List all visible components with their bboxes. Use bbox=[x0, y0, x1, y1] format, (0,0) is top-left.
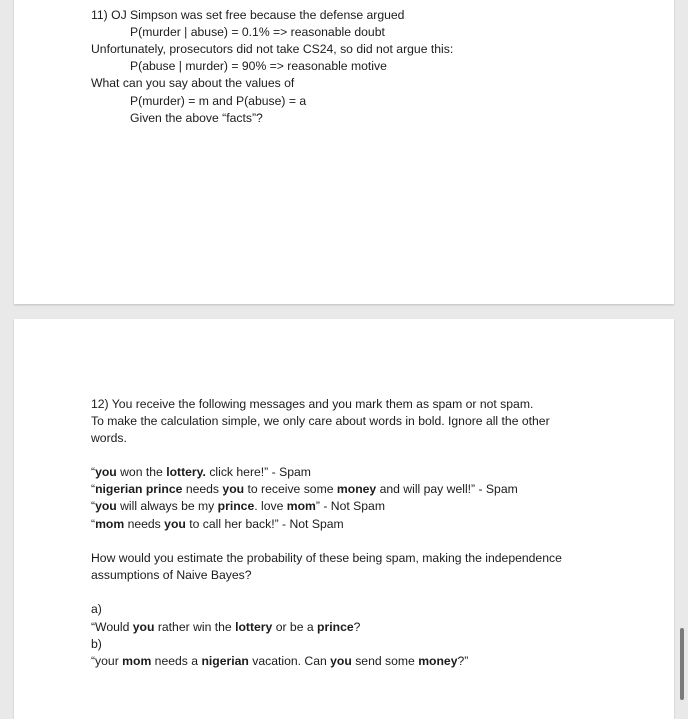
message-2-bold-word: money bbox=[336, 482, 377, 496]
message-3-bold-word: prince bbox=[217, 499, 255, 513]
q11-line-6: P(murder) = m and P(abuse) = a bbox=[130, 94, 307, 108]
message-4-part: “ bbox=[91, 517, 96, 531]
q11-line-7: Given the above “facts”? bbox=[130, 111, 263, 125]
message-2-part: to receive some bbox=[244, 482, 337, 496]
message-1 bbox=[91, 464, 311, 481]
message-1-bold-word: lottery. bbox=[166, 465, 206, 479]
part-b-bold-word: nigerian bbox=[201, 654, 249, 668]
part-a-label: a) bbox=[91, 602, 102, 616]
q12-intro-line-2: To make the calculation simple, we only care about words in bold. Ignore all the other bbox=[91, 414, 550, 428]
q11-line-4: P(abuse | murder) = 90% => reasonable motive bbox=[130, 59, 387, 73]
part-a-bold-word: lottery bbox=[235, 620, 273, 634]
q11-line-1: 11) OJ Simpson was set free because the defense argued bbox=[91, 8, 405, 22]
message-4 bbox=[91, 516, 344, 533]
message-3-part: . love bbox=[254, 499, 287, 513]
message-4-part: needs bbox=[124, 517, 165, 531]
q12-intro-line-1: 12) You receive the following messages and you mark them as spam or not spam. bbox=[91, 397, 534, 411]
part-b-part: ?” bbox=[457, 654, 469, 668]
part-b-bold-word: mom bbox=[122, 654, 152, 668]
part-a-part: or be a bbox=[272, 620, 318, 634]
part-b-part: vacation. Can bbox=[248, 654, 331, 668]
message-1-part: won the bbox=[116, 465, 167, 479]
part-a-sentence bbox=[91, 619, 360, 636]
q12-question-line-1: How would you estimate the probability of these being spam, making the independence bbox=[91, 551, 562, 565]
message-1-part: “ bbox=[91, 465, 96, 479]
q12-intro-line-3: words. bbox=[91, 431, 127, 445]
part-a-part: rather win the bbox=[154, 620, 236, 634]
part-a-part: ? bbox=[353, 620, 361, 634]
message-4-part: to call her back!” - Not Spam bbox=[185, 517, 344, 531]
message-3 bbox=[91, 498, 385, 515]
part-b-part: needs a bbox=[151, 654, 202, 668]
message-3-part: will always be my bbox=[116, 499, 218, 513]
q11-line-2: P(murder | abuse) = 0.1% => reasonable doubt bbox=[130, 25, 385, 39]
part-b-label: b) bbox=[91, 637, 102, 651]
message-3-part: ” - Not Spam bbox=[315, 499, 385, 513]
message-1-bold-word: you bbox=[95, 465, 117, 479]
part-b-sentence bbox=[91, 653, 468, 670]
message-1-part: click here!” - Spam bbox=[205, 465, 311, 479]
part-a-part: “Would bbox=[91, 620, 133, 634]
message-2 bbox=[91, 481, 518, 498]
message-2-bold-word: you bbox=[222, 482, 245, 496]
message-3-part: “ bbox=[91, 499, 96, 513]
message-2-part: and will pay well!” - Spam bbox=[376, 482, 518, 496]
message-3-bold-word: you bbox=[95, 499, 117, 513]
q11-line-5: What can you say about the values of bbox=[91, 76, 295, 90]
message-2-part: needs bbox=[182, 482, 223, 496]
message-2-bold-word: nigerian prince bbox=[95, 482, 183, 496]
part-b-part: send some bbox=[351, 654, 419, 668]
part-b-part: “your bbox=[91, 654, 123, 668]
part-a-bold-word: prince bbox=[317, 620, 354, 634]
q11-line-3: Unfortunately, prosecutors did not take CS24, so did not argue this: bbox=[91, 42, 454, 56]
part-b-bold-word: money bbox=[418, 654, 458, 668]
part-a-bold-word: you bbox=[132, 620, 155, 634]
scrollbar-thumb[interactable] bbox=[680, 628, 684, 700]
message-2-part: “ bbox=[91, 482, 96, 496]
q12-question-line-2: assumptions of Naive Bayes? bbox=[91, 568, 252, 582]
part-b-bold-word: you bbox=[330, 654, 352, 668]
message-4-bold-word: you bbox=[164, 517, 186, 531]
message-3-bold-word: mom bbox=[286, 499, 316, 513]
message-4-bold-word: mom bbox=[95, 517, 125, 531]
